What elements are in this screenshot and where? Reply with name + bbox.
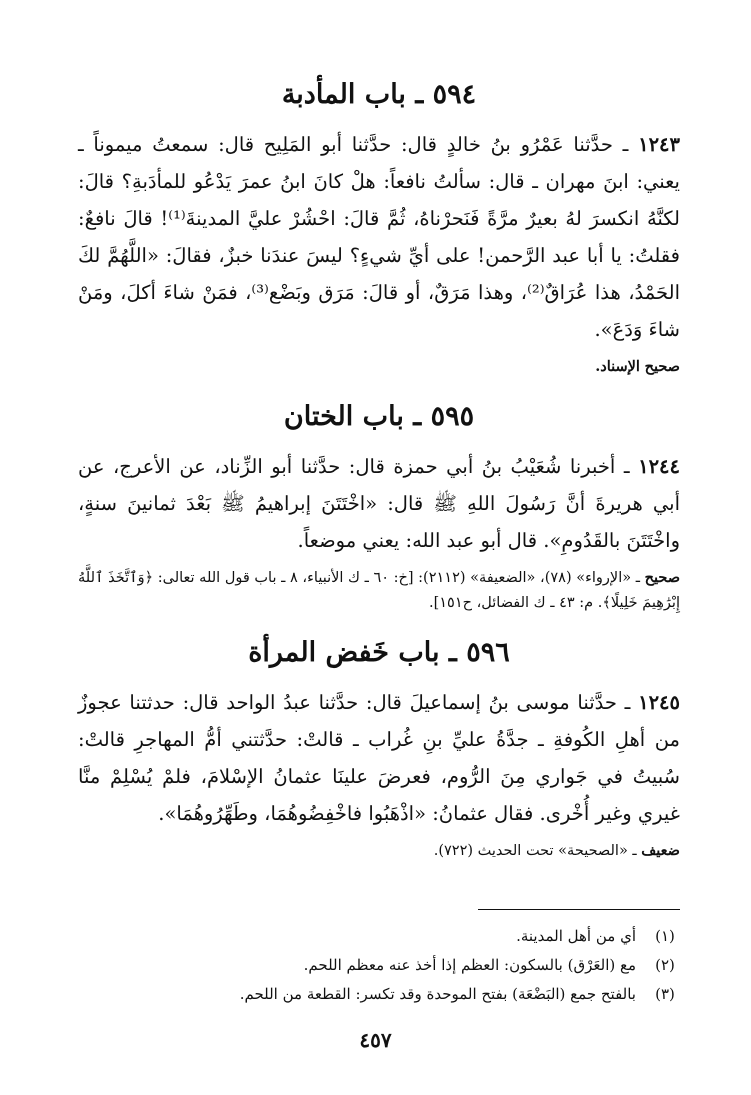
grade-word: صحيح (644, 358, 680, 375)
hadith-paragraph (78, 684, 680, 832)
grade-detail: ـ «الصحيحة» تحت الحديث (٧٢٢). (433, 843, 637, 859)
footnote (78, 980, 680, 1009)
grade-detail: ـ «الإرواء» (٧٨)، «الضعيفة» (٢١١٢): [خ: ٦٠ ـ ك الأنبياء، ٨ ـ باب قول الله تعالى: ﴿وَٱتَّخَذَ ٱللَّهُ إِبْرَٰهِيمَ خَلِيلًا﴾. م: ٤٣ ـ ك الفضائل، ح١٥١]. (78, 570, 680, 611)
hadith-text: ـ حدَّثنا موسى بنُ إسماعيلَ قال: حدَّثنا عبدُ الواحد قال: حدثتنا عجوزٌ من أهلِ الكُوفةِ ـ جدَّةُ عليِّ بنِ غُراب ـ قالتْ: حدَّثتني أمُّ المهاجرِ قالتْ: سُبيتُ في جَواري مِنَ الرُّوم، فعرضَ علينَا عثمانُ الإسْلامَ، فلمْ يُسْلِمْ منَّا غيري وغير أُخْرى. فقال عثمانُ: «اذْهَبُوا فاخْفِضُوهُمَا، وطَهِّرُوهُمَا». (78, 691, 680, 825)
hadith-number: ١٢٤٤ (638, 455, 681, 478)
section-title: ٥٩٦ ـ باب خَفض المرأة (248, 637, 510, 668)
footnote-divider (478, 909, 680, 910)
section-title: ٥٩٤ ـ باب المأدبة (281, 79, 477, 110)
section-596 (78, 634, 680, 864)
grade-word: صحيح (644, 569, 681, 586)
footnotes (78, 922, 680, 1009)
grading-note (78, 838, 680, 864)
footnote-text: مع (العَرْق) بالسكون: العظم إذا أخذ عنه معظم اللحم. (303, 956, 636, 974)
hadith-number: ١٢٤٣ (638, 133, 680, 156)
footnote-number: (١) (655, 927, 675, 945)
hadith-text: ـ أخبرنا شُعَيْبُ بنُ أبي حمزة قال: حدَّثنا أبو الزِّناد، عن الأعرج، عن أبي هريرةَ أنَّ رَسُولَ اللهِ ﷺ قال: «اخْتَتَنَ إبراهيمُ ﷺ بَعْدَ ثمانينَ سنةٍ، واخْتَتَنَ بالقَدُومِ». قال أبو عبد الله: يعني موضعاً. (78, 455, 680, 552)
hadith-text: ـ حدَّثنا عَمْرُو بنُ خالدٍ قال: حدَّثنا أبو المَلِيح قال: سمعتُ ميموناً ـ يعني: ابنَ مهران ـ قال: سألتُ نافعاً: هلْ كانَ ابنُ عمرَ يَدْعُو للمأدَبةِ؟ قالَ: لكنَّهُ انكسرَ لهُ بعيرٌ مرَّةً فَنَحرْناهُ، ثُمَّ قالَ: احْشُرْ عليَّ المدينةَ⁽¹⁾! قالَ نافعٌ: فقلتُ: يا أبا عبد الرَّحمن! على أيِّ شيءٍ؟ ليسَ عندَنا خبزٌ، فقالَ: «اللَّهُمَّ لكَ الحَمْدُ، هذا عُرَاقٌ⁽²⁾، وهذا مَرَقٌ، أو قالَ: مَرَق وبَضْع⁽³⁾، فمَنْ شاءَ أكلَ، ومَنْ شاءَ وَدَعَ». (78, 133, 680, 341)
footnote-number: (٢) (655, 956, 675, 974)
footnote-text: أي من أهل المدينة. (516, 927, 636, 945)
footnote-number: (٣) (655, 985, 675, 1003)
grading-note (78, 565, 680, 616)
section-title: ٥٩٥ ـ باب الختان (283, 401, 475, 432)
hadith-number: ١٢٤٥ (638, 691, 680, 714)
grade-detail: الإسناد. (595, 358, 640, 375)
grade-word: ضعيف (641, 842, 680, 859)
section-594 (78, 76, 680, 380)
footnote (78, 922, 680, 951)
section-595 (78, 398, 680, 616)
hadith-paragraph (78, 448, 680, 559)
page-body (78, 58, 680, 864)
footnote (78, 951, 680, 980)
footnote-text: بالفتح جمع (البَضْعَة) بفتح الموحدة وقد تكسر: القطعة من اللحم. (239, 985, 636, 1003)
page-number: ٤٥٧ (359, 1028, 392, 1052)
hadith-paragraph (78, 126, 680, 348)
grading-note (78, 354, 680, 380)
